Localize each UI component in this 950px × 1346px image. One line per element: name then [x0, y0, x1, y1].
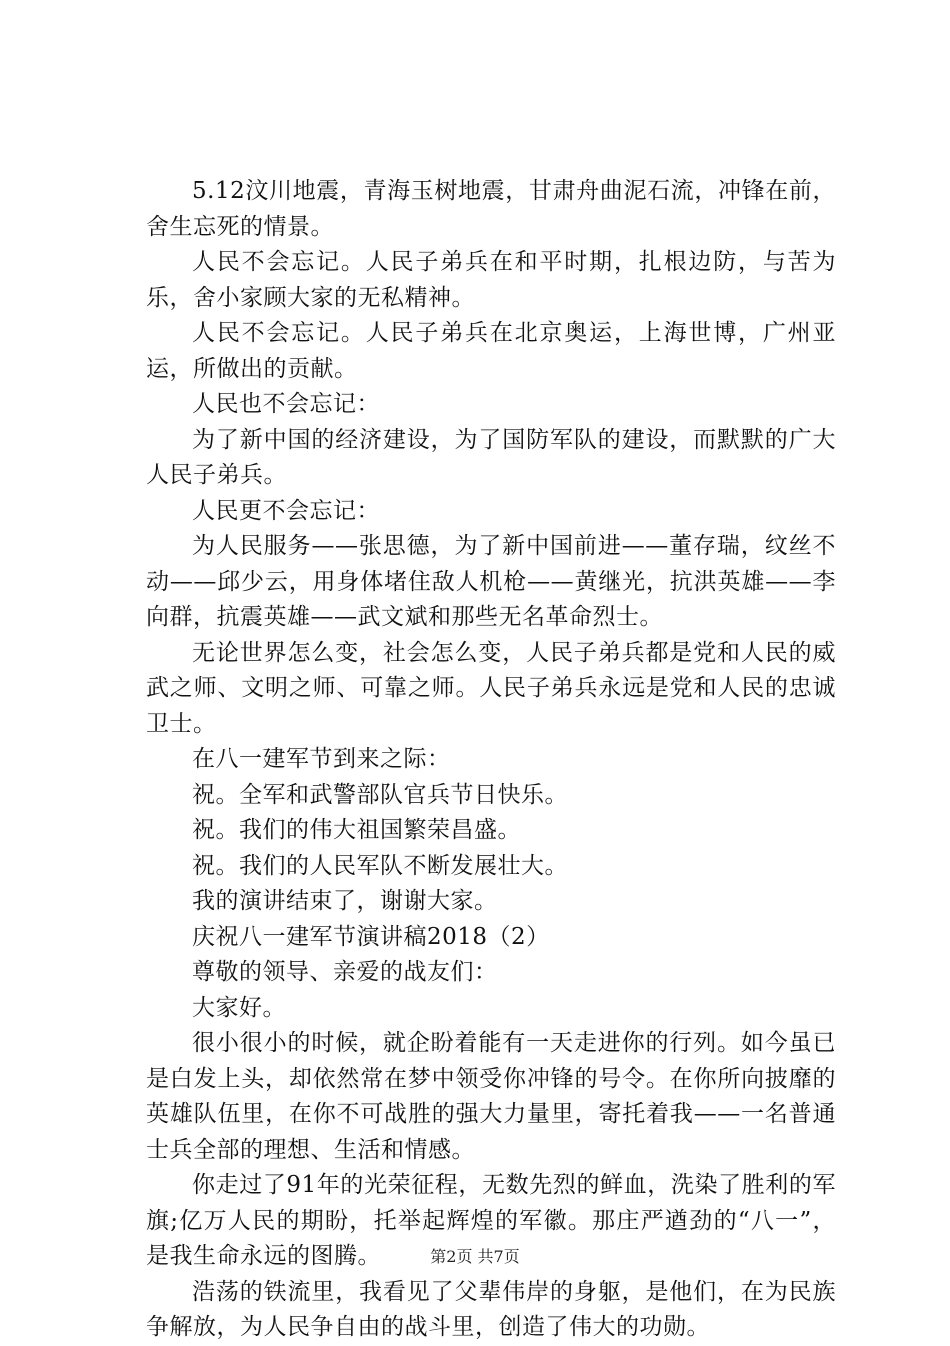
paragraph: 人民也不会忘记：	[192, 391, 380, 417]
paragraph: 人民不会忘记。人民子弟兵在北京奥运，上海世博，广州亚运，所做出的贡献。	[146, 320, 836, 382]
paragraph: 我的演讲结束了，谢谢大家。	[192, 888, 498, 914]
paragraph: 浩荡的铁流里，我看见了父辈伟岸的身躯，是他们，在为民族争解放，为人民争自由的战斗里，创造了伟大的功勋。	[146, 1278, 836, 1340]
paragraph: 祝。我们的伟大祖国繁荣昌盛。	[192, 817, 521, 843]
paragraph: 无论世界怎么变，社会怎么变，人民子弟兵都是党和人民的威武之师、文明之师、可靠之师。人民子弟兵永远是党和人民的忠诚卫士。	[146, 639, 836, 737]
paragraph: 为了新中国的经济建设，为了国防军队的建设，而默默的广大人民子弟兵。	[146, 426, 836, 488]
paragraph: 很小很小的时候，就企盼着能有一天走进你的行列。如今虽已是白发上头，却依然常在梦中领受你冲锋的号令。在你所向披靡的英雄队伍里，在你不可战胜的强大力量里，寄托着我——一名普通士兵全部的理想、生活和情感。	[146, 1030, 836, 1163]
paragraph: 5.12汶川地震，青海玉树地震，甘肃舟曲泥石流，冲锋在前，舍生忘死的情景。	[146, 178, 836, 240]
section-title: 庆祝八一建军节演讲稿2018（2）	[192, 923, 550, 950]
paragraph: 祝。我们的人民军队不断发展壮大。	[192, 852, 568, 879]
paragraph: 人民不会忘记。人民子弟兵在和平时期，扎根边防，与苦为乐，舍小家顾大家的无私精神。	[146, 249, 836, 311]
document-body	[146, 174, 836, 1346]
greeting: 大家好。	[192, 994, 286, 1021]
paragraph: 为人民服务——张思德，为了新中国前进——董存瑞，纹丝不动——邱少云，用身体堵住敌人机枪——黄继光，抗洪英雄——李向群，抗震英雄——武文斌和那些无名革命烈士。	[146, 533, 836, 630]
paragraph: 你走过了91年的光荣征程，无数先烈的鲜血，洗染了胜利的军旗;亿万人民的期盼，托举起辉煌的军徽。那庄严遒劲的“八一”，是我生命永远的图腾。	[146, 1172, 836, 1269]
paragraph: 祝。全军和武警部队官兵节日快乐。	[192, 781, 568, 808]
paragraph: 人民更不会忘记：	[192, 497, 380, 524]
page-number-footer: 第2页 共7页	[430, 1247, 520, 1266]
salutation: 尊敬的领导、亲爱的战友们：	[192, 959, 498, 985]
paragraph: 在八一建军节到来之际：	[192, 746, 451, 772]
